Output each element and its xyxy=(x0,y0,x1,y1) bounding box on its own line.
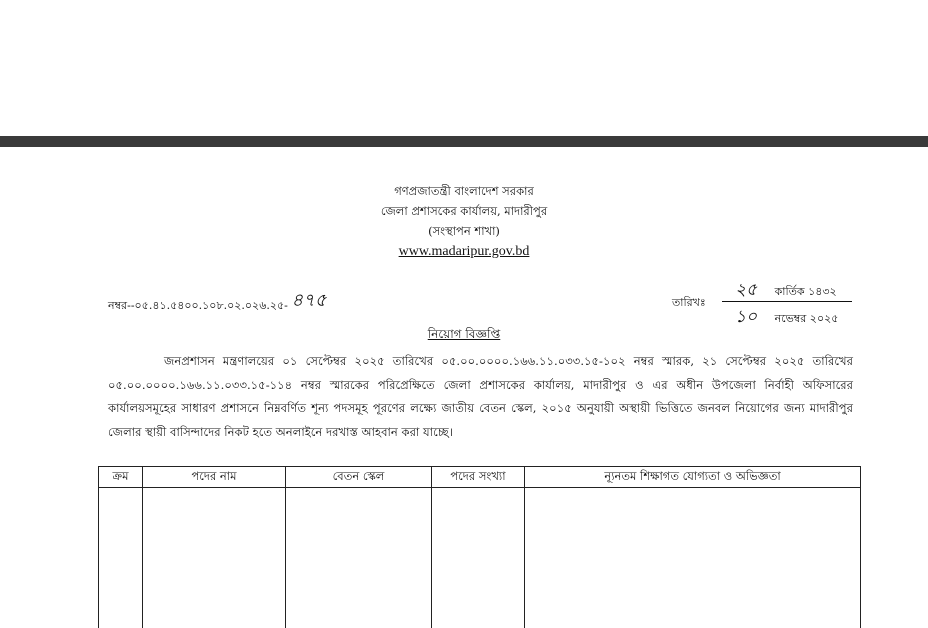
notice-document xyxy=(0,147,928,624)
notice-body xyxy=(108,350,853,444)
notice-title-text: নিয়োগ বিজ্ঞপ্তি xyxy=(428,327,501,341)
table-cell xyxy=(432,488,525,628)
col-serial: ক্রম xyxy=(99,467,143,488)
table-cell xyxy=(525,488,861,628)
document-top-divider xyxy=(0,136,928,147)
english-day-handwritten: ১০ xyxy=(735,307,757,327)
branch-name: (সংস্থাপন শাখা) xyxy=(0,221,928,241)
table-cell xyxy=(99,488,143,628)
date-label: তারিখঃ xyxy=(672,294,706,313)
table-cell xyxy=(143,488,286,628)
col-pay-scale: বেতন স্কেল xyxy=(286,467,432,488)
col-qualification: ন্যূনতম শিক্ষাগত যোগ্যতা ও অভিজ্ঞতা xyxy=(525,467,861,488)
office-name: জেলা প্রশাসকের কার্যালয়, মাদারীপুর xyxy=(0,201,928,221)
website-link[interactable]: www.madaripur.gov.bd xyxy=(0,242,928,262)
col-post-count: পদের সংখ্যা xyxy=(432,467,525,488)
vacancy-table xyxy=(98,466,861,628)
memo-number-text: নম্বর--০৫.৪১.৫৪০০.১০৮.০২.০২৬.২৫- xyxy=(108,299,288,312)
notice-body-text: জনপ্রশাসন মন্ত্রণালয়ের ০১ সেপ্টেম্বর ২০২৫ তারিখের ০৫.০০.০০০০.১৬৬.১১.০৩৩.১৫-১০২ নম্বর স্মারক, ২১ সেপ্টেম্বর ২০২৫ তারিখের ০৫.০০.০০০০.১৬৬.১১.০৩৩.১৫-১১৪ নম্বর স্মারকের পরিপ্রেক্ষিতে জেলা প্রশাসকের কার্যালয়, মাদারীপুর ও এর অধীন উপজেলা নির্বাহী অফিসারের কার্যালয়সমূহের সাধারণ প্রশাসনে নিম্নবর্ণিত শূন্য পদসমূহ পূরণের লক্ষ্যে জাতীয় বেতন স্কেল, ২০১৫ অনুযায়ী অস্থায়ী ভিত্তিতে জনবল নিয়োগের জন্য মাদারীপুর জেলার স্থায়ী বাসিন্দাদের নিকট হতে অনলাইনে দরখাস্ত আহবান করা যাচ্ছে। xyxy=(108,354,853,439)
table-cell xyxy=(286,488,432,628)
english-month-year: নভেম্বর ২০২৫ xyxy=(775,312,839,325)
notice-title xyxy=(0,326,928,346)
table-header-row xyxy=(99,467,861,488)
bangla-day-handwritten: ২৫ xyxy=(735,280,757,300)
date-divider xyxy=(722,301,852,302)
col-post-name: পদের নাম xyxy=(143,467,286,488)
top-blank-area xyxy=(0,0,928,136)
table-row xyxy=(99,488,861,628)
bangla-month-year: কার্তিক ১৪৩২ xyxy=(775,285,837,298)
memo-handwritten-number: ৪৭৫ xyxy=(291,290,326,311)
government-name: গণপ্রজাতন্ত্রী বাংলাদেশ সরকার xyxy=(0,181,928,201)
memo-number xyxy=(108,289,326,320)
